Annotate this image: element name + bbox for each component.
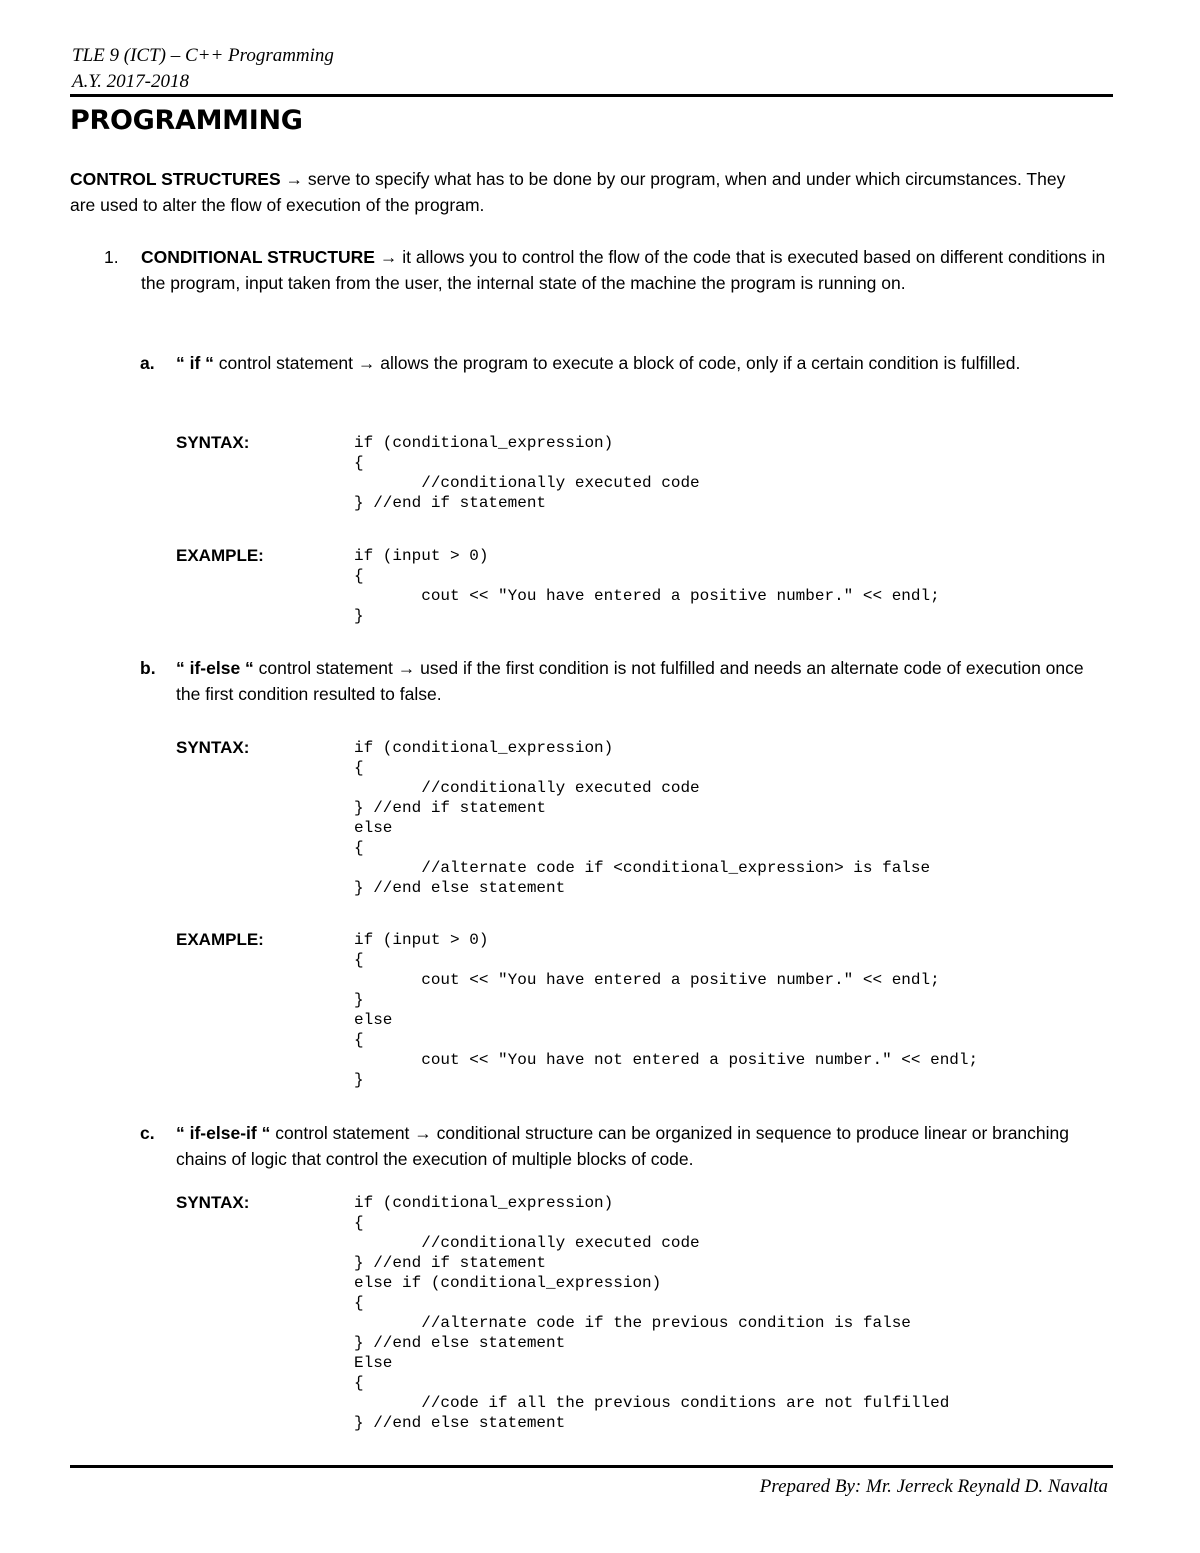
page-title: PROGRAMMING [70,105,303,136]
intro-text: serve to specify what has to be done by our program, when and under which circumstances. They are used to alter the flow of execution of the program. [70,169,1066,215]
item-a-text: control statement → allows the program to execute a block of code, only if a certain condition is fulfilled. [213,353,1021,373]
item-c-label: c. [140,1123,155,1143]
header-divider [70,94,1113,97]
intro-paragraph [70,166,1070,218]
item-a-paragraph [176,350,1111,376]
item-c-syntax-label: SYNTAX: [176,1193,250,1212]
item-a-example-code: if (input > 0) { cout << "You have entered a positive number." << endl; } [354,547,940,625]
item-a-example-label: EXAMPLE: [176,546,264,565]
item-a-syntax-code: if (conditional_expression) { //conditionally executed code } //end if statement [354,434,700,512]
item-b-text: control statement → used if the first condition is not fulfilled and needs an alternate code of execution once the first condition resulted to false. [176,658,1084,704]
item-b-keyword: “ if-else “ [176,658,254,678]
item-c-syntax-code: if (conditional_expression) { //conditionally executed code } //end if statement else if (conditional_expression) { //alternate code if the previous condition is false } //end else statement Else { //code if all the previous conditions are not fulfilled } //end else statement [354,1194,950,1432]
item-b-example-label: EXAMPLE: [176,930,264,949]
footer-divider [70,1465,1113,1468]
section-text: it allows you to control the flow of the code that is executed based on different conditions in the program, input taken from the user, the internal state of the machine the program is running on. [141,247,1106,293]
item-b-label: b. [140,658,156,678]
section-number: 1. [104,247,119,267]
item-b-paragraph [176,655,1111,707]
course-header: TLE 9 (ICT) – C++ Programming [72,45,334,66]
section-paragraph [141,244,1116,296]
academic-year: A.Y. 2017-2018 [72,71,190,92]
intro-term: CONTROL STRUCTURES → [70,169,304,189]
item-c-keyword: “ if-else-if “ [176,1123,271,1143]
item-b-syntax-code: if (conditional_expression) { //conditionally executed code } //end if statement else { //alternate code if <conditional_expression> is false } //end else statement [354,739,931,897]
section-term: CONDITIONAL STRUCTURE → [141,247,398,267]
prepared-by: Prepared By: Mr. Jerreck Reynald D. Navalta [759,1476,1108,1497]
item-c-paragraph [176,1120,1111,1172]
item-a-label: a. [140,353,155,373]
item-b-example-code: if (input > 0) { cout << "You have entered a positive number." << endl; } else { cout << "You have not entered a positive number." << endl; } [354,931,979,1089]
item-a-keyword: “ if “ [176,353,214,373]
item-c-text: control statement → conditional structure can be organized in sequence to produce linear or branching chains of logic that control the execution of multiple blocks of code. [176,1123,1069,1169]
item-b-syntax-label: SYNTAX: [176,738,250,757]
item-a-syntax-label: SYNTAX: [176,433,250,452]
